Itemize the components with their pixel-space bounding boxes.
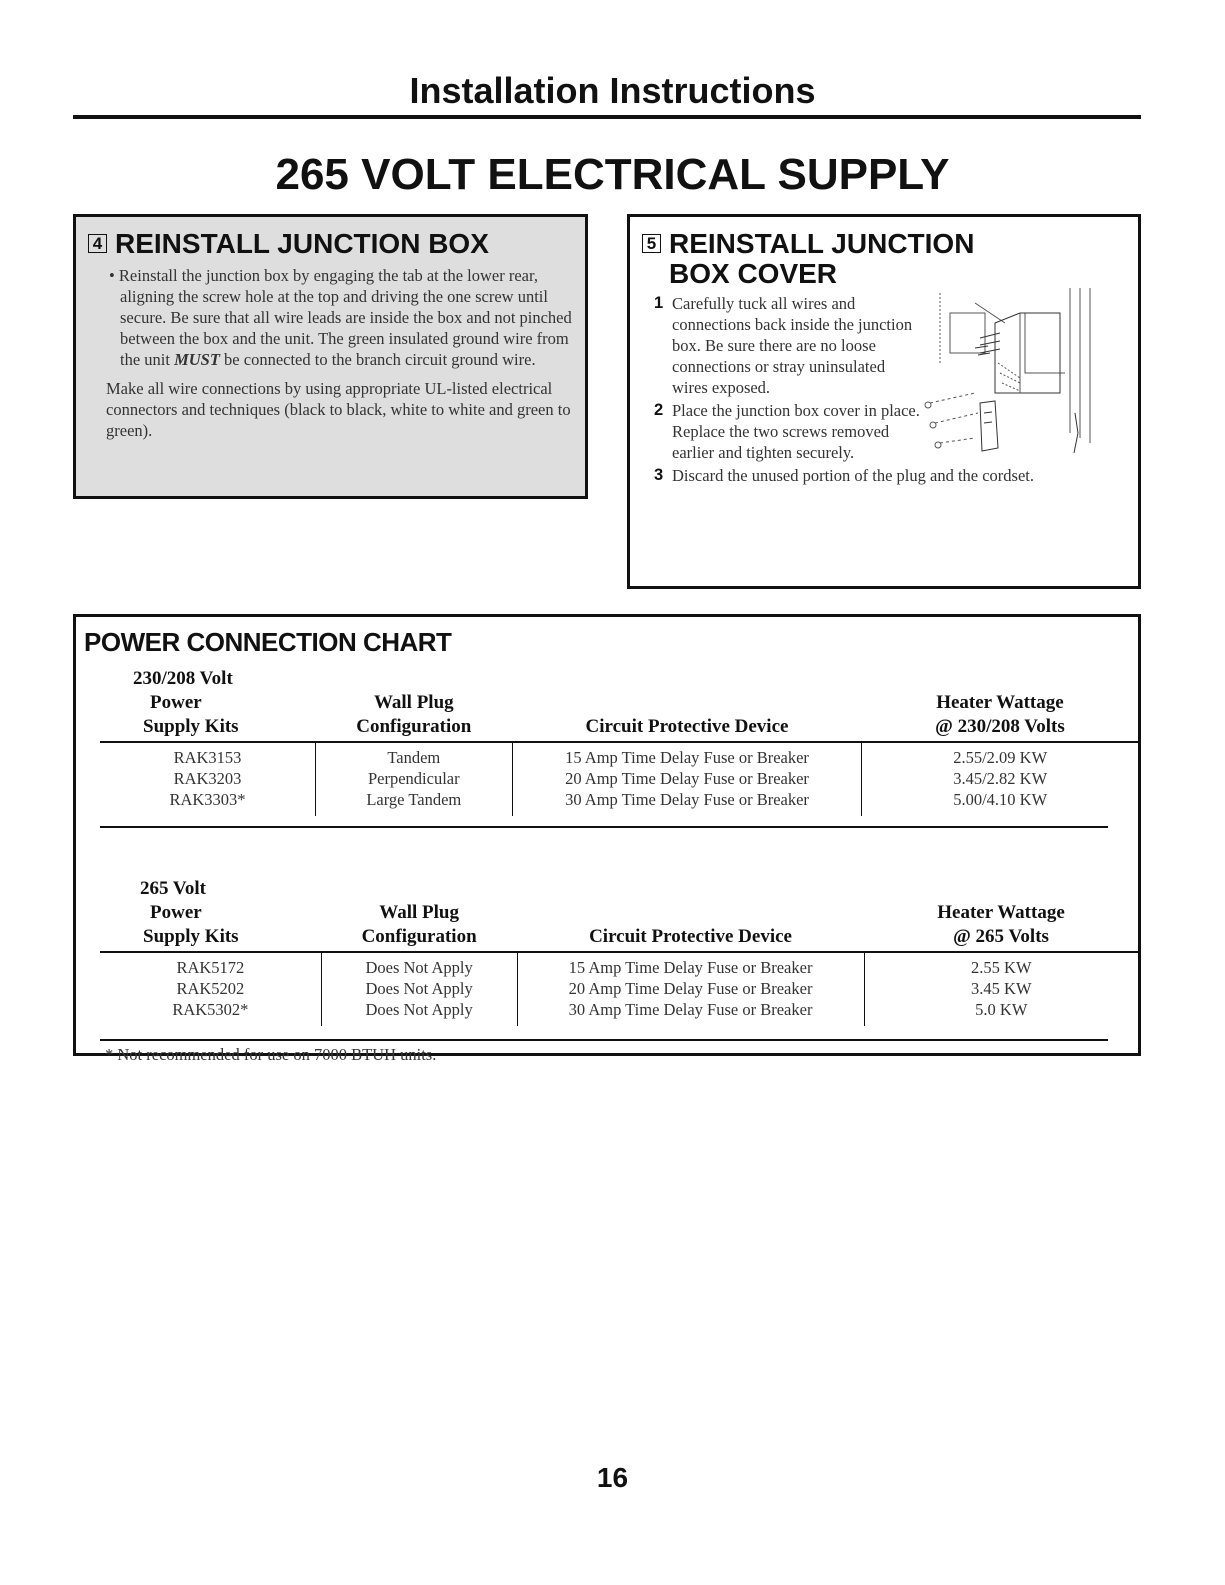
cell-device: 20 Amp Time Delay Fuse or Breaker xyxy=(517,978,864,999)
header-line: Heater Wattage xyxy=(937,902,1065,923)
cell-device: 20 Amp Time Delay Fuse or Breaker xyxy=(512,768,862,789)
item-text: Discard the unused portion of the plug and the cordset. xyxy=(672,466,1034,485)
page-title: 265 VOLT ELECTRICAL SUPPLY xyxy=(275,150,950,199)
cell-kit: RAK5202 xyxy=(100,978,321,999)
table-row xyxy=(100,768,1138,789)
step4-paragraph1-text-a: Reinstall the junction box by engaging the tab at the lower rear, aligning the screw hole at the top and driving the one screw until secure. Be sure that all wire leads are inside the box and not pinched between the box and the unit. The green insulated ground wire from the unit xyxy=(118,266,572,369)
cell-plug: Does Not Apply xyxy=(321,952,517,978)
cell-wattage: 2.55/2.09 KW xyxy=(953,748,1048,767)
table-row xyxy=(100,999,1138,1026)
cell-kit: RAK3153 xyxy=(100,742,315,768)
table-row xyxy=(100,952,1138,978)
power-table-230-208 xyxy=(100,667,1138,816)
cell-wattage: 3.45 KW xyxy=(971,979,1032,998)
table-row xyxy=(100,742,1138,768)
cell-plug: Does Not Apply xyxy=(321,999,517,1026)
header-line: @ 230/208 Volts xyxy=(935,716,1065,737)
cell-kit: RAK5172 xyxy=(100,952,321,978)
header-line: Power xyxy=(150,692,202,713)
table2-bottom-rule xyxy=(100,1039,1108,1041)
header-heater-wattage xyxy=(862,667,1138,742)
header-line: @ 265 Volts xyxy=(953,926,1049,947)
header-line: Heater Wattage xyxy=(936,692,1064,713)
item-text: Carefully tuck all wires and connections back inside the junction box. Be sure there are no loose connections or stray uninsulated wires exposed. xyxy=(672,294,913,397)
cell-kit: RAK3203 xyxy=(100,768,315,789)
item-number: 2 xyxy=(654,401,664,419)
cell-device: 30 Amp Time Delay Fuse or Breaker xyxy=(512,789,862,816)
header-line: Wall Plug xyxy=(373,692,454,713)
step4-heading xyxy=(88,229,489,259)
header-line: Wall Plug xyxy=(379,902,459,923)
header-line: Supply Kits xyxy=(143,926,239,947)
list-item xyxy=(645,293,922,398)
table-header-row xyxy=(100,877,1138,952)
header-circuit-device xyxy=(517,877,864,952)
cell-plug: Perpendicular xyxy=(315,768,512,789)
cell-device: 15 Amp Time Delay Fuse or Breaker xyxy=(517,952,864,978)
header-line: Supply Kits xyxy=(143,716,239,737)
chart-footnote: * Not recommended for use on 7000 BTUH units. xyxy=(105,1045,437,1064)
table-row xyxy=(100,978,1138,999)
power-connection-chart-panel xyxy=(73,614,1141,1064)
step5-title-line1: REINSTALL JUNCTION xyxy=(669,228,975,259)
step5-number: 5 xyxy=(642,234,661,253)
step4-paragraph2: Make all wire connections by using appropriate UL-listed electrical connectors and techniques (black to black, white to white and green to green). xyxy=(106,379,571,440)
list-item xyxy=(645,465,1072,486)
header-wall-plug xyxy=(321,877,517,952)
header-heater-wattage xyxy=(864,877,1138,952)
header-line: Power xyxy=(150,902,202,923)
cell-wattage: 3.45/2.82 KW xyxy=(953,769,1048,788)
step4-panel xyxy=(73,214,588,499)
step4-paragraph1 xyxy=(109,265,576,370)
step4-body xyxy=(106,265,576,449)
cell-plug: Tandem xyxy=(315,742,512,768)
chart-title: POWER CONNECTION CHART xyxy=(84,627,452,657)
header-circuit-device xyxy=(512,667,862,742)
cell-kit: RAK5302* xyxy=(100,999,321,1026)
junction-box-cover-diagram xyxy=(920,283,1120,463)
page-header-title: Installation Instructions xyxy=(409,70,816,111)
header-line: Configuration xyxy=(361,926,477,947)
cell-kit: RAK3303* xyxy=(100,789,315,816)
item-number: 3 xyxy=(654,466,664,484)
step5-title-line2: BOX COVER xyxy=(669,258,838,289)
cell-plug: Large Tandem xyxy=(315,789,512,816)
header-line: Configuration xyxy=(356,716,472,737)
step5-panel xyxy=(627,214,1141,589)
cell-wattage: 2.55 KW xyxy=(971,958,1032,977)
header-supply-kits xyxy=(100,667,315,742)
table1-bottom-rule xyxy=(100,826,1108,828)
cell-plug: Does Not Apply xyxy=(321,978,517,999)
page-number: 16 xyxy=(596,1462,629,1493)
step5-heading xyxy=(642,229,974,289)
header-line: Circuit Protective Device xyxy=(585,716,789,737)
header-line: Circuit Protective Device xyxy=(589,926,792,947)
power-table-265 xyxy=(100,877,1138,1026)
cell-wattage: 5.0 KW xyxy=(975,1000,1028,1019)
header-line: 265 Volt xyxy=(140,878,206,899)
header-rule xyxy=(73,115,1141,119)
item-number: 1 xyxy=(654,294,664,312)
step4-must-emphasis: MUST xyxy=(174,350,220,369)
cell-device: 30 Amp Time Delay Fuse or Breaker xyxy=(517,999,864,1026)
cell-wattage: 5.00/4.10 KW xyxy=(953,790,1048,809)
step4-title: REINSTALL JUNCTION BOX xyxy=(115,228,489,259)
table-row xyxy=(100,789,1138,816)
header-wall-plug xyxy=(315,667,512,742)
item-text: Place the junction box cover in place. Replace the two screws removed earlier and tighten securely. xyxy=(672,401,920,462)
table-header-row xyxy=(100,667,1138,742)
list-item xyxy=(645,400,922,463)
step4-number: 4 xyxy=(88,234,107,253)
bullet-icon: • xyxy=(109,266,115,285)
header-supply-kits xyxy=(100,877,321,952)
step4-paragraph1-text-b: be connected to the branch circuit ground wire. xyxy=(219,350,536,369)
cell-device: 15 Amp Time Delay Fuse or Breaker xyxy=(512,742,862,768)
header-line: 230/208 Volt xyxy=(133,668,233,689)
